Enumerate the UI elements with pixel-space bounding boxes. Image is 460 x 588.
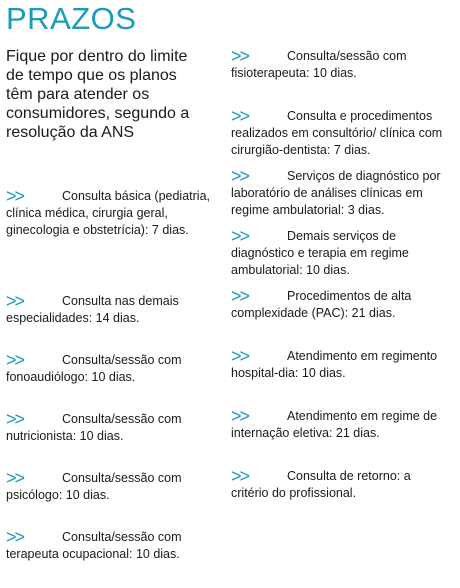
list-item <box>6 188 221 293</box>
left-column <box>6 188 221 588</box>
list-item <box>6 529 221 588</box>
item-text: Consulta e procedimentos realizados em consultório/ clínica com cirurgião-dentista: 7 dias. <box>231 109 443 157</box>
item-text: Atendimento em regimento hospital-dia: 10 dias. <box>231 349 438 380</box>
right-column <box>231 48 446 528</box>
item-text: Procedimentos de alta complexidade (PAC): 21 dias. <box>231 289 412 320</box>
list-item <box>231 348 446 408</box>
intro-text: Fique por dentro do limite de tempo que os planos têm para atender os consumidores, segundo a resolução da ANS <box>6 48 190 141</box>
list-item <box>6 411 221 470</box>
item-text: Consulta/sessão com fonoaudiólogo: 10 dias. <box>6 353 182 384</box>
double-arrow-icon: >> <box>231 46 249 66</box>
list-item <box>231 468 446 528</box>
page-title: PRAZOS <box>6 1 137 36</box>
item-text: Consulta/sessão com terapeuta ocupacional: 10 dias. <box>6 530 182 561</box>
item-text: Consulta nas demais especialidades: 14 dias. <box>6 294 179 325</box>
list-item <box>231 48 446 108</box>
list-item <box>6 352 221 411</box>
double-arrow-icon: >> <box>6 186 24 206</box>
list-item <box>231 408 446 468</box>
item-text: Consulta/sessão com fisioterapeuta: 10 dias. <box>231 49 407 80</box>
double-arrow-icon: >> <box>6 468 24 488</box>
double-arrow-icon: >> <box>6 350 24 370</box>
item-text: Serviços de diagnóstico por laboratório de análises clínicas em regime ambulatorial: 3 dias. <box>231 169 441 217</box>
list-item <box>6 293 221 352</box>
list-item <box>231 288 446 348</box>
double-arrow-icon: >> <box>6 291 24 311</box>
double-arrow-icon: >> <box>231 346 249 366</box>
double-arrow-icon: >> <box>231 466 249 486</box>
double-arrow-icon: >> <box>231 166 249 186</box>
double-arrow-icon: >> <box>6 409 24 429</box>
item-text: Consulta/sessão com psicólogo: 10 dias. <box>6 471 182 502</box>
double-arrow-icon: >> <box>6 527 24 547</box>
list-item <box>231 228 446 288</box>
item-text: Consulta de retorno: a critério do profissional. <box>231 469 411 500</box>
item-text: Consulta básica (pediatria, clínica médica, cirurgia geral, ginecologia e obstetrícia): 7 dias. <box>6 189 210 237</box>
double-arrow-icon: >> <box>231 106 249 126</box>
item-text: Demais serviços de diagnóstico e terapia em regime ambulatorial: 10 dias. <box>231 229 409 277</box>
item-text: Consulta/sessão com nutricionista: 10 dias. <box>6 412 182 443</box>
list-item <box>231 108 446 168</box>
double-arrow-icon: >> <box>231 286 249 306</box>
double-arrow-icon: >> <box>231 226 249 246</box>
item-text: Atendimento em regime de internação eletiva: 21 dias. <box>231 409 438 440</box>
double-arrow-icon: >> <box>231 406 249 426</box>
list-item <box>6 470 221 529</box>
list-item <box>231 168 446 228</box>
